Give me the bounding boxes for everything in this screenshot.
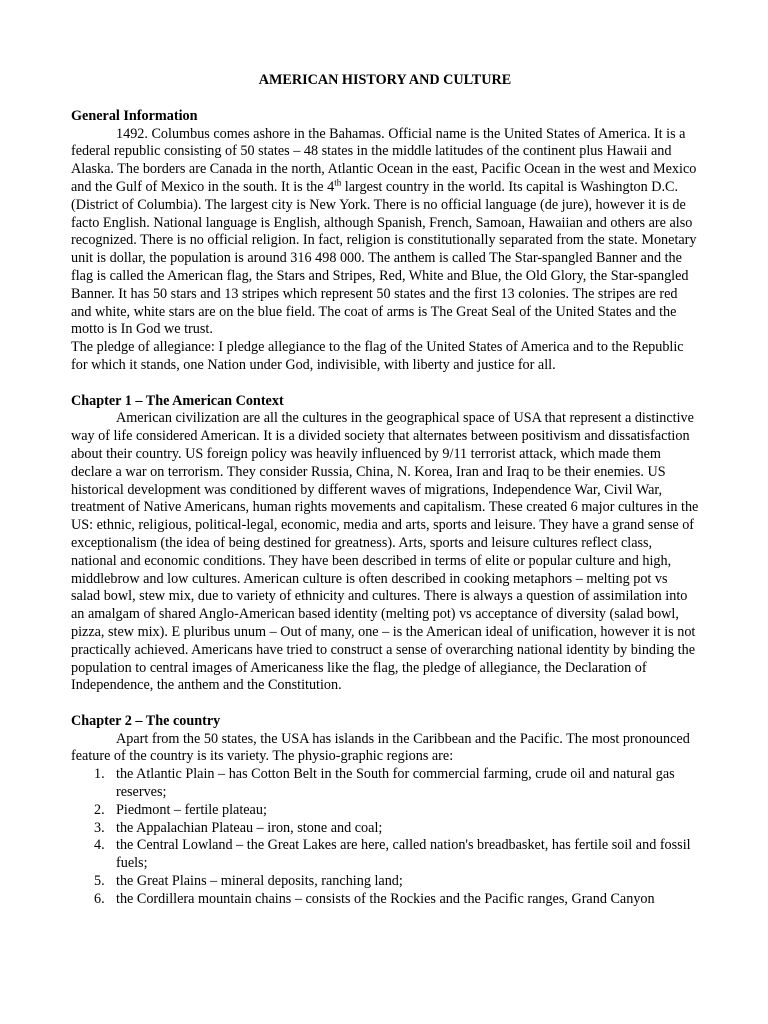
list-item-text: Piedmont – fertile plateau; [116,801,267,818]
physiographic-regions-list [71,766,699,908]
list-item [94,766,699,802]
list-item-text: the Central Lowland – the Great Lakes are here, called nation's breadbasket, has fertile soil and fossil fuels; [116,837,691,872]
general-information-section [71,108,699,375]
list-item [94,819,699,838]
ordinal-suffix: th [334,177,342,188]
list-item-number: 6. [94,890,105,907]
list-item [94,837,699,873]
list-item-number: 2. [94,801,105,818]
chapter-1-heading: Chapter 1 – The American Context [71,392,284,409]
list-item-number: 4. [94,837,105,854]
list-item-number: 5. [94,873,105,890]
general-paragraph-text-a: 1492. Columbus comes ashore in the Bahamas. Official name is the United States of America. It is a federal republic consisting of 50 states – 48 states in the middle latitudes of the continent plus Hawaii and Alaska. The borders are Canada in the north, Atlantic Ocean in the east, Pacific Ocean in the west and Mexico and the Gulf of Mexico in the south. It is the 4 [71,125,697,195]
document-title: AMERICAN HISTORY AND CULTURE [258,72,512,88]
list-item-number: 3. [94,819,105,836]
list-item-text: the Cordillera mountain chains – consists of the Rockies and the Pacific ranges, Grand Canyon [116,890,655,907]
chapter-2-paragraph: Apart from the 50 states, the USA has islands in the Caribbean and the Pacific. The most pronounced feature of the country is its variety. The physio-graphic regions are: [71,730,690,765]
chapter-1-paragraph: American civilization are all the cultures in the geographical space of USA that represent a distinctive way of life considered American. It is a divided society that alternates between positivism and dissatisfaction about their country. US foreign policy was heavily influenced by 9/11 terrorist attack, which made them declare a war on terrorism. They consider Russia, China, N. Korea, Iran and Iraq to be their enemies. US historical development was conditioned by different waves of migrations, Independence War, Civil War, treatment of Native Americans, human rights movements and capitalism. These created 6 major cultures in the US: ethnic, religious, political-legal, economic, media and arts, sports and leisure. They have a grand sense of exceptionalism (the idea of being destined for greatness). Arts, sports and leisure cultures reflect class, national and economic conditions. They have been described in terms of elite or popular culture and high, middlebrow and low cultures. American culture is often described in cooking metaphors – melting pot vs salad bowl, stew mix, due to variety of ethnicity and cultures. There is always a question of assimilation into an amalgam of shared Anglo-American based identity (melting pot) vs acceptance of diversity (salad bowl, pizza, stew mix). E pluribus unum – Out of many, one – is the American ideal of unification, however it is not practically achieved. Americans have tried to construct a sense of overarching national identity by binding the population to central images of Americaness like the flag, the pledge of allegiance, the Declaration of Independence, the anthem and the Constitution. [71,410,699,694]
chapter-1-section [71,393,699,696]
list-item-text: the Atlantic Plain – has Cotton Belt in the South for commercial farming, crude oil and natural gas reserves; [116,766,675,801]
chapter-2-section [71,713,699,909]
general-information-heading: General Information [71,107,198,124]
list-item-text: the Appalachian Plateau – iron, stone and coal; [116,819,383,836]
list-item [94,801,699,820]
list-item-text: the Great Plains – mineral deposits, ranching land; [116,873,403,890]
list-item [94,873,699,891]
pledge-paragraph: The pledge of allegiance: I pledge allegiance to the flag of the United States of America and to the Republic for which it stands, one Nation under God, indivisible, with liberty and justice for all. [71,339,684,373]
general-paragraph-text-b: largest country in the world. Its capital is Washington D.C. (District of Columbia). The largest city is New York. There is no official language (de jure), however it is de facto English. National language is English, although Spanish, French, Samoan, Hawaiian and others are also recognized. There is no official religion. In fact, religion is constitutionally separated from the state. Monetary unit is dollar, the population is around 316 498 000. The anthem is called The Star-spangled Banner and the flag is called the American flag, the Stars and Stripes, Red, White and Blue, the Old Glory, the Star-spangled Banner. It has 50 stars and 13 stripes which represent 50 states and the first 13 colonies. The stripes are red and white, white stars are on the blue field. The coat of arms is The Great Seal of the United States and the motto is In God we trust. [71,178,697,338]
general-information-paragraph [71,126,699,340]
list-item-number: 1. [94,766,105,783]
document-page [71,72,699,909]
list-item [94,890,699,909]
chapter-2-heading: Chapter 2 – The country [71,712,221,729]
